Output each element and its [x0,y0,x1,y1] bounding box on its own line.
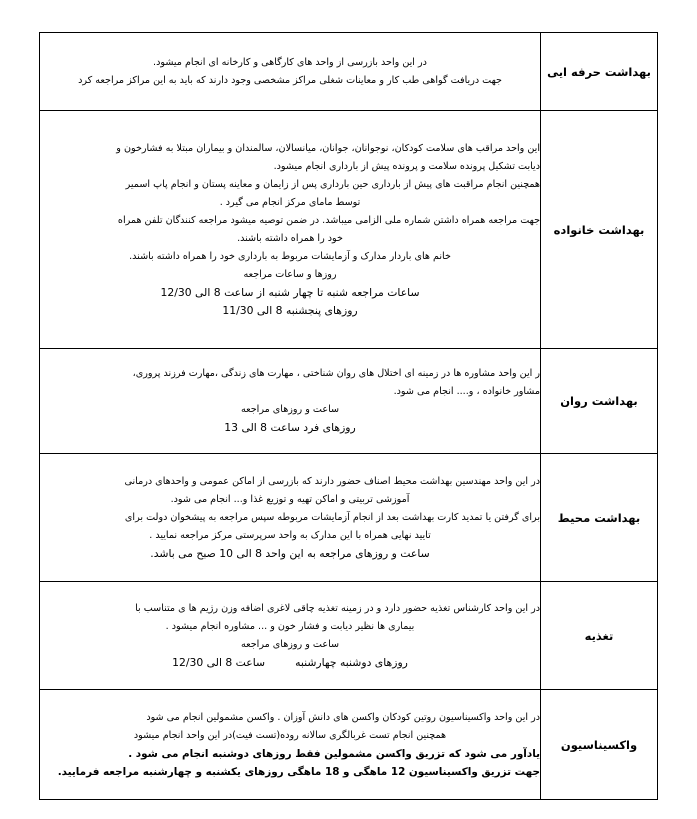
row-description [40,454,541,582]
text-line: در این واحد بازرسی از واحد های کارگاهی و کارخانه ای انجام میشود. [153,56,427,68]
text-line: بیماری ها نظیر دیابت و فشار خون و ... مشاوره انجام میشود . [165,620,415,632]
text-line: روزهای فرد ساعت 8 الی 13 [224,421,356,434]
schedule-hours: ساعت 8 الی 12/30 [172,655,266,669]
row-description [40,33,541,111]
text-line: روزهای پنجشنبه 8 الی 11/30 [222,303,358,317]
text-line: جهت تزریق واکسیناسیون 12 ماهگی و 18 ماهگی روزهای یکشنبه و چهارشنبه مراجعه فرمایید. [57,765,540,778]
schedule-days: روزهای دوشنبه چهارشنبه [295,655,408,669]
text-line: جهت مراجعه همراه داشتن شماره ملی الزامی میباشد. در ضمن توصیه میشود مراجعه کنندگان تلفن همراه [117,214,540,226]
text-line: ساعات مراجعه شنبه تا چهار شنبه از ساعت 8 الی 12/30 [160,285,420,299]
row-title: بهداشت روان [541,349,658,454]
health-units-table [39,32,658,800]
row-title: واکسیناسیون [541,690,658,800]
text-line: مشاور خانواده ، و.... انجام می شود. [393,386,540,397]
text-line: تایید نهایی همراه با این مدارک به واحد سرپرستی مرکز مراجعه نمایید . [149,529,431,541]
text-line: روزها و ساعات مراجعه [243,268,337,280]
row-description [40,582,541,690]
text-line: خانم های باردار مدارک و آزمایشات مربوط به بارداری خود را همراه داشته باشند. [129,250,451,262]
row-title: تغذیه [541,582,658,690]
text-line: همچنین انجام مراقبت های پیش از بارداری حین بارداری پس از زایمان و معاینه پستان و انجام پاپ اسمیر [125,178,540,190]
text-line: همچنین انجام تست غربالگری سالانه روده(تست فیت)در این واحد انجام میشود [133,729,447,741]
table-row [40,349,658,454]
text-line: برای گرفتن یا تمدید کارت بهداشت بعد از انجام آزمایشات مربوطه سپس مراجعه به پیشخوان دولت برای [124,511,540,523]
row-title: بهداشت محیط [541,454,658,582]
text-line: در این واحد مهندسین بهداشت محیط اصناف حضور دارند که بازرسی از اماکن عمومی و واحدهای درمانی [124,475,540,487]
table-row [40,33,658,111]
text-line: خود را همراه داشته باشند. [237,232,343,244]
text-line: ساعت و روزهای مراجعه [240,638,340,650]
text-line: در این واحد کارشناس تغذیه حضور دارد و در زمینه تغذیه چاقی لاغری اضافه وزن رژیم ها ی متناسب با [135,602,540,614]
text-line: توسط مامای مرکز انجام می گیرد . [219,196,361,208]
text-line: جهت دریافت گواهی طب کار و معاینات شغلی مراکز مشخصی وجود دارند که باید به این مراکز مراجعه کرد [78,74,502,86]
text-line: ر این واحد مشاوره ها در زمینه ای اختلال های روان شناختی ، مهارت های زندگی ،مهارت فرزند پروری، [132,368,540,379]
text-line: ساعت و روزهای مراجعه به این واحد 8 الی 10 صبح می باشد. [150,546,430,560]
text-line: ساعت و روزهای مراجعه [240,404,340,415]
table-row [40,111,658,349]
table-row [40,454,658,582]
table-row [40,690,658,800]
row-title: بهداشت خانواده [541,111,658,349]
row-title: بهداشت حرفه ایی [541,33,658,111]
text-line: دیابت تشکیل پرونده سلامت و پرونده پیش از بارداری انجام میشود. [273,160,540,172]
row-description [40,690,541,800]
text-line: یادآور می شود که تزریق واکسن مشمولین فقط روزهای دوشنبه انجام می شود . [128,747,540,760]
text-line: این واحد مراقب های سلامت کودکان، نوجوانان، جوانان، میانسالان، سالمندان و بیماران مبتلا به فشارخون و [116,142,540,154]
text-line: در این واحد واکسیناسیون روتین کودکان واکسن های دانش آوزان . واکسن مشمولین انجام می شود [146,711,540,723]
text-line: آموزشی تربیتی و اماکن تهیه و توزیع غذا و... انجام می شود. [170,493,410,505]
row-description [40,349,541,454]
text-line [40,654,540,672]
row-description [40,111,541,349]
table-row [40,582,658,690]
